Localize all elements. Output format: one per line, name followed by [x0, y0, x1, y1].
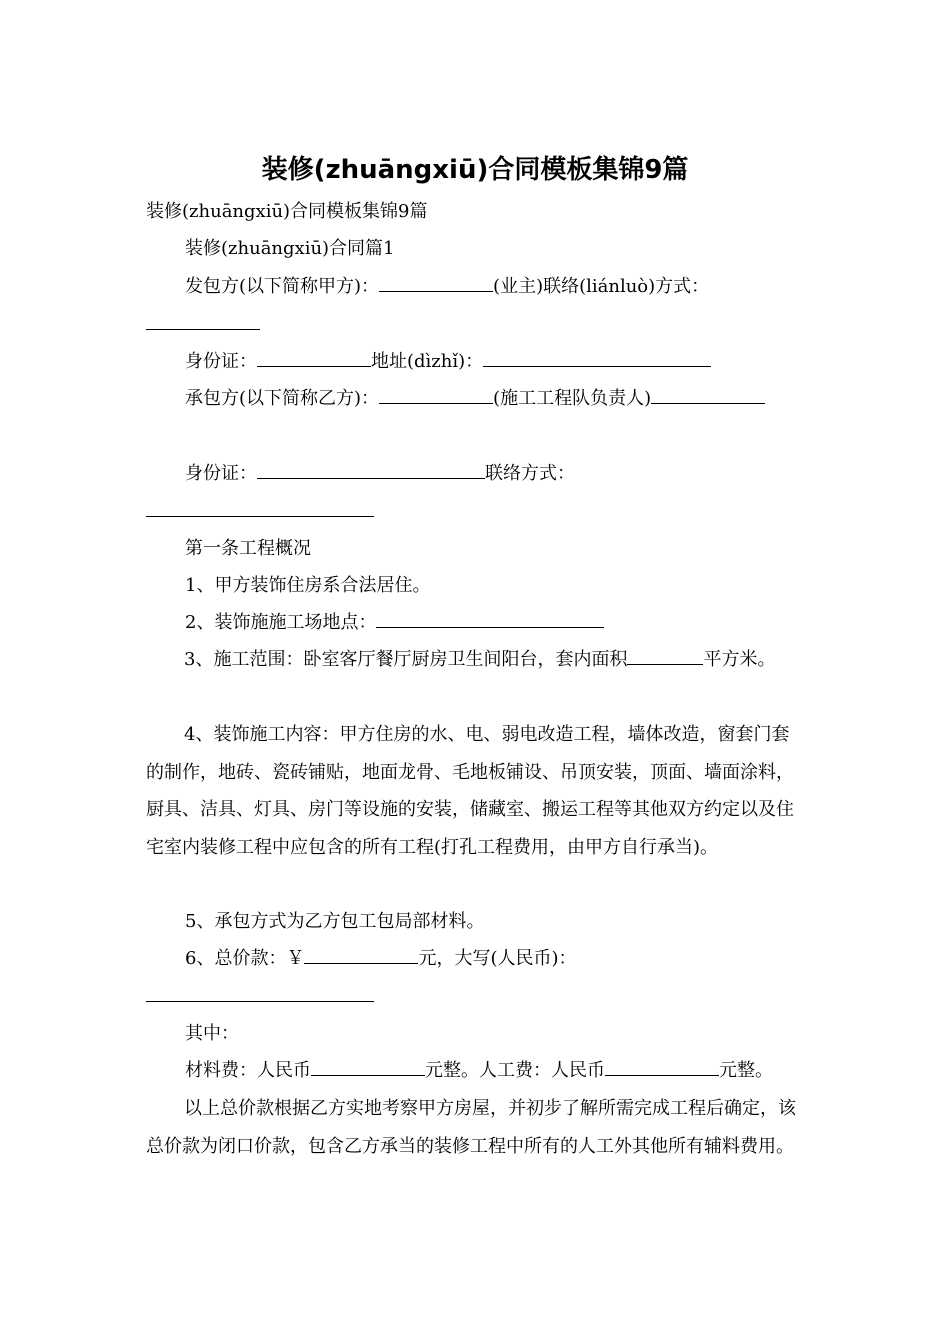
material-fee-unit: 元整。: [425, 1060, 479, 1081]
document-title: 装修(zhuāngxiū)合同模板集锦9篇: [261, 155, 689, 185]
party-a-note: (业主)联络(liánluò)方式：: [493, 276, 710, 297]
item-3-text: 3、施工范围：卧室客厅餐厅厨房卫生间阳台，套内面积: [184, 649, 628, 670]
item-3: [146, 641, 806, 679]
party-b-extra-blank: [651, 383, 765, 404]
party-b-id-line: [185, 455, 806, 492]
party-a-contact-blank: [146, 309, 260, 330]
item-1: 1、甲方装饰住房系合法居住。: [185, 575, 431, 596]
party-a-address-blank: [483, 346, 711, 367]
document-subtitle: 装修(zhuāngxiū)合同模板集锦9篇: [146, 201, 428, 222]
material-fee-label: 材料费：人民币: [185, 1060, 311, 1081]
item-5: 5、承包方式为乙方包工包局部材料。: [185, 911, 485, 932]
among-label: 其中：: [185, 1023, 239, 1044]
party-b-label: 承包方(以下简称乙方)：: [185, 388, 380, 409]
item-6-text: 6、总价款：￥: [185, 948, 305, 969]
party-a-id-blank: [257, 346, 371, 367]
labor-fee-label: 人工费：人民币: [479, 1060, 605, 1081]
party-b-id-label: 身份证：: [185, 463, 257, 484]
party-b-line: [185, 380, 806, 417]
party-b-note: (施工工程队负责人): [493, 388, 652, 409]
party-b-contact-blank: [146, 496, 374, 517]
party-a-address-label: 地址(dìzhǐ)：: [371, 351, 484, 372]
item-4: 4、装饰施工内容：甲方住房的水、电、弱电改造工程，墙体改造，窗套门套的制作，地砖、瓷砖铺贴，地面龙骨、毛地板铺设、吊顶安装，顶面、墙面涂料，厨具、洁具、灯具、房门等设施的安装，储藏室、搬运工程等其他双方约定以及住宅室内装修工程中应包含的所有工程(打孔工程费用，由甲方自行承当)。: [146, 724, 794, 858]
item-3-area-blank: [627, 644, 703, 665]
party-b-id-blank: [257, 458, 485, 479]
party-a-contact-line: [146, 306, 806, 343]
item-6-uppercase-line: [146, 978, 806, 1015]
item-6-amount-blank: [304, 943, 418, 964]
item-3-unit: 平方米。: [703, 649, 776, 670]
section-title: 装修(zhuāngxiū)合同篇1: [185, 238, 395, 259]
party-a-label: 发包方(以下简称甲方)：: [185, 276, 380, 297]
party-a-id-line: [185, 343, 806, 380]
closing-paragraph: 以上总价款根据乙方实地考察甲方房屋，并初步了解所需完成工程后确定，该总价款为闭口价款，包含乙方承当的装修工程中所有的人工外其他所有辅料费用。: [146, 1098, 796, 1157]
material-fee-blank: [311, 1055, 425, 1076]
fees-line: [185, 1052, 806, 1089]
party-a-line: [185, 268, 806, 305]
party-a-name-blank: [379, 271, 493, 292]
article-1-heading: 第一条工程概况: [185, 538, 311, 559]
item-2-blank: [376, 607, 604, 628]
item-2-text: 2、装饰施施工场地点：: [185, 612, 377, 633]
party-a-id-label: 身份证：: [185, 351, 257, 372]
labor-fee-blank: [605, 1055, 719, 1076]
party-b-name-blank: [379, 383, 493, 404]
labor-fee-unit: 元整。: [719, 1060, 773, 1081]
item-6-line: [185, 940, 806, 977]
party-b-contact-label: 联络方式：: [485, 463, 575, 484]
item-6-unit: 元，大写(人民币)：: [418, 948, 577, 969]
item-6-uppercase-blank: [146, 981, 374, 1002]
item-2-line: [185, 604, 806, 641]
party-b-contact-line: [146, 493, 806, 530]
